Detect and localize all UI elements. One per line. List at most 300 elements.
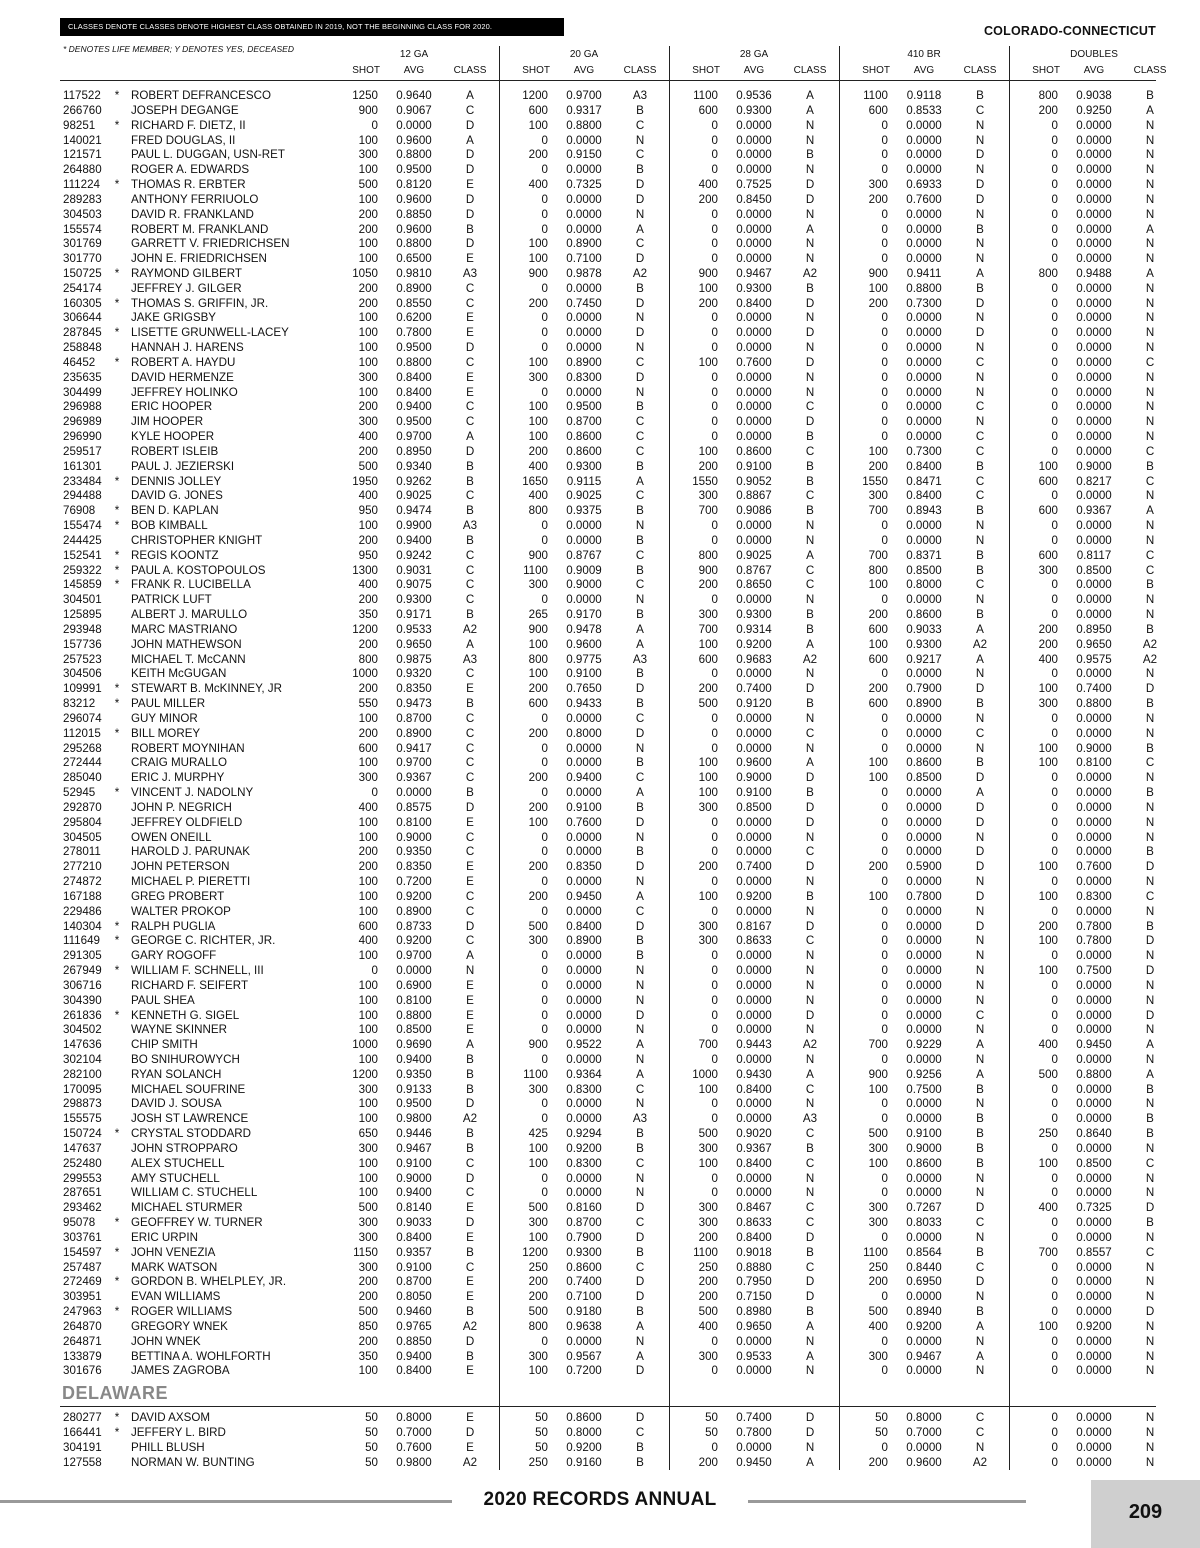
member-id: 299553	[63, 1171, 102, 1185]
member-id: 301676	[63, 1364, 102, 1378]
average: 0.9533	[396, 622, 432, 636]
shot-count: 100	[358, 815, 378, 829]
average: 0.9100	[736, 459, 772, 473]
average: 0.0000	[566, 192, 602, 206]
life-member-mark: *	[114, 919, 120, 933]
average: 0.9650	[736, 1319, 772, 1333]
class-grade: C	[1145, 1245, 1155, 1259]
shot-count: 0	[711, 964, 718, 977]
class-grade: C	[805, 400, 815, 414]
shot-count: 0	[541, 222, 548, 236]
shot-count: 0	[881, 311, 888, 325]
average: 0.9400	[396, 1053, 432, 1066]
column-label-avg: AVG	[743, 65, 765, 76]
class-grade: A2	[462, 622, 478, 636]
average: 0.8600	[906, 1156, 942, 1170]
class-grade: A3	[802, 1112, 818, 1126]
shot-count: 0	[711, 341, 718, 355]
shooter-name: JOHN E. FRIEDRICHSEN	[131, 252, 267, 266]
average: 0.9600	[396, 222, 432, 236]
table-row	[0, 192, 1200, 207]
shooter-name: WILLIAM C. STUCHELL	[131, 1186, 258, 1200]
shot-count: 0	[881, 593, 888, 607]
table-row	[0, 785, 1200, 800]
shooter-name: ALEX STUCHELL	[131, 1156, 225, 1170]
table-row	[0, 1319, 1200, 1334]
shot-count: 0	[881, 667, 888, 681]
member-id: 304505	[63, 830, 102, 844]
member-id: 282100	[63, 1067, 102, 1081]
class-grade: D	[635, 178, 645, 191]
class-grade: A	[976, 267, 984, 280]
average: 0.0000	[1076, 875, 1112, 888]
class-grade: N	[1145, 192, 1155, 206]
average: 0.0000	[906, 667, 942, 681]
shooter-name: PAUL MILLER	[131, 697, 206, 710]
class-grade: N	[975, 341, 985, 355]
shot-count: 100	[528, 355, 548, 369]
class-grade: C	[635, 148, 645, 162]
class-grade: N	[635, 385, 645, 399]
shot-count: 1100	[693, 89, 718, 102]
average: 0.8940	[906, 1305, 942, 1319]
class-grade: N	[1145, 400, 1155, 414]
class-grade: B	[806, 697, 814, 710]
class-grade: D	[635, 192, 645, 206]
shooter-name: NORMAN W. BUNTING	[131, 1455, 255, 1469]
average: 0.0000	[1076, 904, 1112, 918]
life-member-mark: *	[114, 1411, 120, 1424]
shot-count: 0	[541, 311, 548, 325]
shot-count: 0	[1051, 1186, 1058, 1200]
class-grade: E	[466, 993, 474, 1007]
class-grade: N	[1145, 1260, 1155, 1274]
shot-count: 800	[528, 1319, 548, 1333]
member-id: 301770	[63, 252, 102, 266]
shot-count: 50	[535, 1440, 548, 1454]
group-label: 20 GA	[569, 49, 599, 60]
class-grade: C	[805, 444, 815, 458]
average: 0.9000	[1076, 459, 1112, 473]
shot-count: 100	[358, 1097, 378, 1111]
shot-count: 0	[1051, 1305, 1058, 1319]
life-member-mark: *	[114, 355, 120, 369]
shot-count: 50	[535, 1411, 548, 1424]
shot-count: 100	[358, 978, 378, 992]
shot-count: 0	[1051, 355, 1058, 369]
class-grade: A	[1146, 1038, 1154, 1052]
shot-count: 0	[1051, 771, 1058, 785]
life-member-mark: *	[114, 786, 120, 799]
average: 0.9875	[396, 652, 432, 666]
average: 0.0000	[736, 148, 772, 162]
average: 0.0000	[1076, 178, 1112, 191]
shot-count: 200	[528, 296, 548, 310]
shot-count: 0	[541, 519, 548, 533]
shot-count: 0	[711, 326, 718, 340]
class-grade: E	[466, 815, 474, 829]
member-id: 127558	[63, 1455, 102, 1469]
member-id: 295804	[63, 815, 102, 829]
average: 0.8600	[906, 608, 942, 621]
class-grade: C	[465, 741, 475, 755]
average: 0.0000	[736, 430, 772, 444]
member-id: 303951	[63, 1290, 102, 1304]
class-grade: D	[465, 118, 475, 132]
average: 0.9170	[566, 608, 602, 621]
table-row	[0, 696, 1200, 711]
class-grade: N	[975, 830, 985, 844]
table-row	[0, 681, 1200, 696]
average: 0.8000	[566, 1425, 602, 1439]
table-row	[0, 310, 1200, 325]
class-grade: D	[805, 771, 815, 785]
shot-count: 0	[711, 949, 718, 963]
class-grade: N	[975, 207, 985, 221]
average: 0.8120	[396, 178, 432, 191]
average: 0.8500	[1076, 1156, 1112, 1170]
shot-count: 200	[358, 860, 378, 874]
class-grade: E	[466, 1290, 474, 1304]
table-row	[0, 963, 1200, 978]
average: 0.0000	[1076, 296, 1112, 310]
average: 0.9120	[736, 697, 772, 710]
class-grade: A	[806, 548, 814, 562]
shot-count: 0	[1051, 978, 1058, 992]
class-grade: A	[636, 786, 644, 799]
average: 0.7800	[1076, 934, 1112, 948]
class-grade: A	[466, 89, 474, 102]
class-grade: C	[975, 444, 985, 458]
shot-count: 300	[358, 1260, 378, 1274]
shot-count: 100	[528, 430, 548, 444]
shot-count: 0	[881, 163, 888, 177]
shot-count: 50	[365, 1455, 378, 1469]
average: 0.7600	[736, 355, 772, 369]
class-grade: N	[805, 1364, 815, 1378]
table-row	[0, 503, 1200, 518]
shooter-name: JIM HOOPER	[131, 415, 204, 429]
shot-count: 1300	[352, 563, 378, 577]
average: 0.9467	[396, 1141, 432, 1155]
class-grade: D	[975, 1275, 985, 1289]
class-grade: B	[806, 281, 814, 295]
member-id: 289283	[63, 192, 102, 206]
class-grade: D	[465, 1216, 475, 1230]
shot-count: 200	[698, 459, 718, 473]
class-grade: D	[805, 355, 815, 369]
shot-count: 800	[698, 548, 718, 562]
class-grade: N	[635, 1171, 645, 1185]
class-grade: C	[635, 711, 645, 725]
average: 0.0000	[906, 1008, 942, 1022]
shot-count: 300	[358, 370, 378, 384]
shooter-name: OWEN ONEILL	[131, 830, 212, 844]
class-grade: B	[466, 504, 474, 518]
class-grade: N	[1145, 207, 1155, 221]
shot-count: 200	[358, 682, 378, 696]
class-grade: N	[975, 904, 985, 918]
class-grade: B	[636, 934, 644, 948]
shot-count: 300	[698, 489, 718, 503]
group-label: 28 GA	[739, 49, 769, 60]
average: 0.0000	[396, 786, 432, 799]
average: 0.0000	[906, 1171, 942, 1185]
column-label-shot: SHOT	[692, 65, 720, 76]
class-grade: B	[636, 533, 644, 547]
table-row	[0, 622, 1200, 637]
average: 0.8350	[396, 682, 432, 696]
average: 0.0000	[906, 1023, 942, 1037]
column-label-shot: SHOT	[862, 65, 890, 76]
average: 0.0000	[566, 222, 602, 236]
class-grade: C	[975, 355, 985, 369]
average: 0.8400	[396, 1230, 432, 1244]
average: 0.0000	[1076, 1440, 1112, 1454]
shot-count: 1100	[523, 1067, 548, 1081]
shot-count: 0	[881, 1230, 888, 1244]
average: 0.0000	[1076, 311, 1112, 325]
shot-count: 0	[711, 118, 718, 132]
average: 0.7325	[1076, 1201, 1112, 1215]
class-grade: A	[636, 1349, 644, 1363]
member-id: 296989	[63, 415, 102, 429]
shot-count: 0	[1051, 415, 1058, 429]
shooter-name: ERIC J. MURPHY	[131, 771, 225, 785]
life-member-mark: *	[114, 1008, 120, 1022]
average: 0.9300	[736, 608, 772, 621]
class-grade: C	[465, 578, 475, 592]
class-grade: D	[805, 1008, 815, 1022]
shot-count: 200	[868, 682, 888, 696]
average: 0.9400	[396, 1186, 432, 1200]
average: 0.0000	[736, 1364, 772, 1378]
member-id: 292870	[63, 800, 102, 814]
average: 0.0000	[566, 993, 602, 1007]
table-row	[0, 1215, 1200, 1230]
average: 0.8600	[906, 756, 942, 770]
class-grade: B	[806, 459, 814, 473]
class-grade: A	[806, 89, 814, 102]
table-row	[0, 1022, 1200, 1037]
average: 0.9900	[396, 519, 432, 533]
shot-count: 300	[698, 934, 718, 948]
member-id: 109991	[63, 682, 102, 696]
average: 0.8600	[736, 444, 772, 458]
average: 0.8140	[396, 1201, 432, 1215]
class-grade: C	[975, 400, 985, 414]
member-id: 257523	[63, 652, 102, 666]
shot-count: 0	[1051, 370, 1058, 384]
class-grade: D	[465, 1171, 475, 1185]
member-id: 155574	[63, 222, 102, 236]
shot-count: 1000	[692, 1067, 718, 1081]
average: 0.0000	[906, 726, 942, 740]
class-grade: N	[1145, 430, 1155, 444]
class-grade: N	[975, 533, 985, 547]
average: 0.0000	[736, 875, 772, 888]
member-id: 285040	[63, 771, 102, 785]
average: 0.8800	[906, 281, 942, 295]
class-grade: N	[975, 1230, 985, 1244]
shot-count: 0	[881, 533, 888, 547]
shot-count: 100	[868, 1156, 888, 1170]
shot-count: 700	[868, 1038, 888, 1052]
class-grade: D	[805, 800, 815, 814]
average: 0.0000	[906, 964, 942, 977]
shot-count: 0	[881, 1290, 888, 1304]
average: 0.8900	[566, 237, 602, 251]
class-grade: B	[636, 459, 644, 473]
class-grade: D	[805, 415, 815, 429]
class-grade: E	[466, 875, 474, 888]
class-grade: N	[635, 593, 645, 607]
shot-count: 600	[868, 622, 888, 636]
class-grade: N	[805, 1440, 815, 1454]
average: 0.7525	[736, 178, 772, 191]
average: 0.8850	[396, 1334, 432, 1348]
shot-count: 350	[358, 1349, 378, 1363]
section-rule	[60, 1406, 1156, 1407]
average: 0.0000	[1076, 1216, 1112, 1230]
average: 0.9450	[1076, 1038, 1112, 1052]
average: 0.9357	[396, 1245, 432, 1259]
shot-count: 1200	[352, 622, 378, 636]
average: 0.8467	[736, 1201, 772, 1215]
class-grade: A	[1146, 103, 1154, 117]
class-grade: N	[1145, 608, 1155, 621]
shot-count: 0	[881, 711, 888, 725]
class-grade: B	[466, 1349, 474, 1363]
average: 0.9400	[396, 533, 432, 547]
average: 0.8500	[396, 1023, 432, 1037]
group-label: 12 GA	[399, 49, 429, 60]
shot-count: 0	[881, 519, 888, 533]
shot-count: 200	[358, 207, 378, 221]
shooter-name: JOHN VENEZIA	[131, 1245, 216, 1259]
member-id: 303761	[63, 1230, 102, 1244]
average: 0.0000	[906, 370, 942, 384]
life-member-mark: *	[114, 267, 120, 280]
shooter-name: MICHAEL SOUFRINE	[131, 1082, 246, 1096]
class-grade: B	[636, 1141, 644, 1155]
average: 0.8980	[736, 1305, 772, 1319]
shot-count: 0	[541, 533, 548, 547]
table-row	[0, 666, 1200, 681]
class-grade: N	[805, 993, 815, 1007]
class-grade: B	[466, 474, 474, 488]
class-grade: D	[975, 296, 985, 310]
average: 0.8400	[736, 1082, 772, 1096]
average: 0.8600	[566, 1260, 602, 1274]
class-grade: N	[1145, 1455, 1155, 1469]
average: 0.9600	[396, 192, 432, 206]
shooter-name: ROGER A. EDWARDS	[131, 163, 250, 177]
class-grade: B	[976, 504, 984, 518]
member-id: 111224	[63, 178, 100, 191]
table-row	[0, 1067, 1200, 1082]
member-id: 76908	[63, 504, 96, 518]
class-grade: D	[635, 1290, 645, 1304]
average: 0.0000	[736, 949, 772, 963]
class-grade: D	[635, 1201, 645, 1215]
group-label: 410 BR	[907, 49, 941, 60]
class-grade: B	[976, 548, 984, 562]
class-grade: B	[976, 459, 984, 473]
average: 0.8900	[566, 934, 602, 948]
class-grade: A3	[632, 1112, 648, 1126]
shot-count: 100	[358, 830, 378, 844]
class-grade: N	[1145, 815, 1155, 829]
class-grade: B	[466, 222, 474, 236]
class-grade: N	[805, 252, 815, 266]
table-row	[0, 1289, 1200, 1304]
footer-title: 2020 RECORDS ANNUAL	[483, 1489, 717, 1510]
class-grade: C	[805, 726, 815, 740]
shot-count: 0	[881, 726, 888, 740]
class-grade: B	[976, 1305, 984, 1319]
shooter-name: BEN D. KAPLAN	[131, 504, 219, 518]
class-grade: B	[976, 1127, 984, 1141]
shot-count: 200	[868, 459, 888, 473]
class-grade: N	[1145, 1097, 1155, 1111]
average: 0.9086	[736, 504, 772, 518]
average: 0.0000	[736, 370, 772, 384]
class-grade: N	[1145, 1411, 1155, 1424]
average: 0.9200	[736, 889, 772, 903]
member-id: 83212	[63, 697, 96, 710]
shooter-name: JEFFREY HOLINKO	[131, 385, 238, 399]
table-row	[0, 399, 1200, 414]
average: 0.9473	[396, 697, 432, 710]
member-id: 258848	[63, 341, 102, 355]
class-grade: E	[466, 1230, 474, 1244]
shooter-name: GEOFFREY W. TURNER	[131, 1216, 263, 1230]
table-row	[0, 118, 1200, 133]
class-grade: D	[465, 1334, 475, 1348]
shooter-name: REGIS KOONTZ	[131, 548, 219, 562]
class-grade: A	[466, 637, 474, 651]
shooter-name: KEITH McGUGAN	[131, 667, 227, 681]
shooter-name: MARK WATSON	[131, 1260, 218, 1274]
average: 0.8564	[906, 1245, 942, 1259]
table-row	[0, 904, 1200, 919]
average: 0.9411	[906, 267, 942, 280]
average: 0.0000	[736, 1334, 772, 1348]
class-grade: A3	[462, 519, 478, 533]
shot-count: 0	[881, 978, 888, 992]
shot-count: 0	[881, 904, 888, 918]
average: 0.9500	[396, 1097, 432, 1111]
class-grade: B	[636, 400, 644, 414]
average: 0.7400	[566, 1275, 602, 1289]
shot-count: 700	[1038, 1245, 1058, 1259]
shot-count: 0	[541, 1053, 548, 1066]
member-id: 306644	[63, 311, 102, 325]
class-grade: C	[975, 1216, 985, 1230]
average: 0.0000	[566, 1171, 602, 1185]
shot-count: 100	[528, 252, 548, 266]
average: 0.8900	[396, 726, 432, 740]
class-grade: B	[1146, 1112, 1154, 1126]
average: 0.0000	[736, 400, 772, 414]
class-grade: C	[465, 489, 475, 503]
class-grade: A	[636, 1319, 644, 1333]
class-grade: B	[976, 1156, 984, 1170]
average: 0.0000	[906, 222, 942, 236]
average: 0.0000	[736, 118, 772, 132]
table-row	[0, 474, 1200, 489]
